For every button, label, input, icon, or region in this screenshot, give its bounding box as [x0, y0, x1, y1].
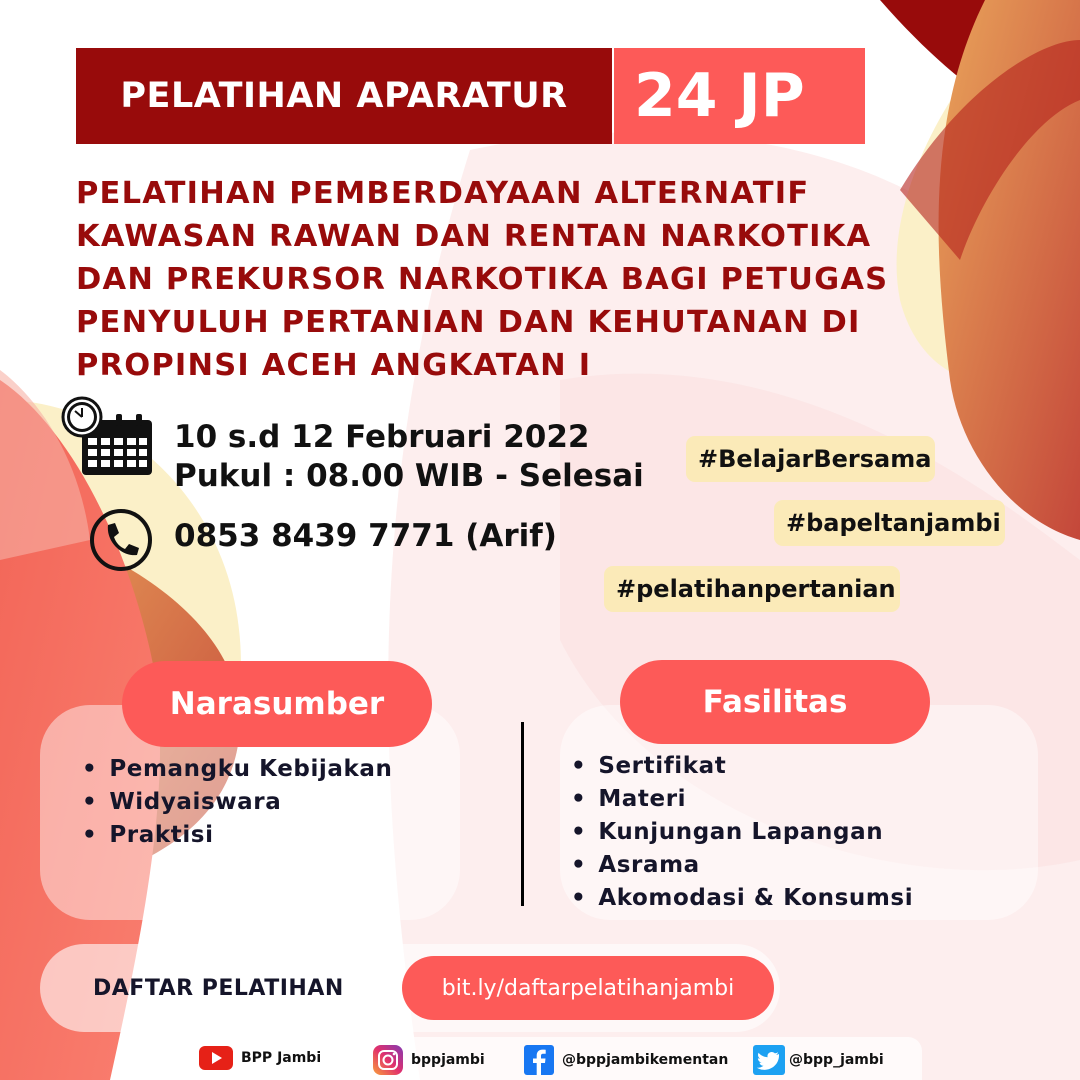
event-date: 10 s.d 12 Februari 2022: [174, 419, 590, 455]
narasumber-list: [82, 753, 393, 852]
section-divider: [521, 722, 524, 906]
list-item: • Praktisi: [82, 819, 393, 852]
hashtag-bapeltanjambi: #bapeltanjambi: [774, 500, 1005, 546]
schedule: [174, 418, 644, 496]
title-line: KAWASAN RAWAN DAN RENTAN NARKOTIKA: [76, 219, 872, 254]
twitter-icon: [753, 1045, 785, 1075]
list-item: • Materi: [571, 783, 913, 816]
title-line: PELATIHAN PEMBERDAYAAN ALTERNATIF: [76, 176, 810, 211]
list-item: • Sertifikat: [571, 750, 913, 783]
contact-phone[interactable]: 0853 8439 7771 (Arif): [174, 518, 557, 554]
header-label: PELATIHAN APARATUR: [76, 48, 612, 144]
twitter-link[interactable]: [753, 1045, 884, 1075]
event-title: [76, 172, 976, 387]
registration-label: DAFTAR PELATIHAN: [93, 976, 344, 1001]
youtube-icon: [199, 1046, 233, 1070]
jp-badge: 24 JP: [614, 48, 865, 144]
facebook-link[interactable]: [524, 1045, 728, 1075]
youtube-handle: BPP Jambi: [241, 1050, 322, 1066]
facebook-handle: @bppjambikementan: [562, 1052, 729, 1068]
youtube-link[interactable]: [199, 1046, 321, 1070]
list-item: • Kunjungan Lapangan: [571, 816, 913, 849]
event-time: Pukul : 08.00 WIB - Selesai: [174, 458, 644, 494]
facebook-icon: [524, 1045, 554, 1075]
narasumber-heading: Narasumber: [122, 661, 432, 747]
instagram-link[interactable]: [373, 1045, 485, 1075]
phone-icon: [88, 507, 156, 573]
instagram-handle: bppjambi: [411, 1052, 485, 1068]
title-line: PENYULUH PERTANIAN DAN KEHUTANAN DI: [76, 305, 861, 340]
hashtag-belajarbersama: #BelajarBersama: [686, 436, 935, 482]
fasilitas-heading: Fasilitas: [620, 660, 930, 744]
title-line: DAN PREKURSOR NARKOTIKA BAGI PETUGAS: [76, 262, 889, 297]
calendar-clock-icon: [60, 396, 156, 478]
title-line: PROPINSI ACEH ANGKATAN I: [76, 348, 592, 383]
instagram-icon: [373, 1045, 403, 1075]
fasilitas-list: [571, 750, 913, 915]
registration-link[interactable]: bit.ly/daftarpelatihanjambi: [402, 956, 774, 1020]
list-item: • Widyaiswara: [82, 786, 393, 819]
list-item: • Asrama: [571, 849, 913, 882]
list-item: • Pemangku Kebijakan: [82, 753, 393, 786]
hashtag-pelatihanpertanian: #pelatihanpertanian: [604, 566, 900, 612]
list-item: • Akomodasi & Konsumsi: [571, 882, 913, 915]
twitter-handle: @bpp_jambi: [789, 1052, 884, 1068]
